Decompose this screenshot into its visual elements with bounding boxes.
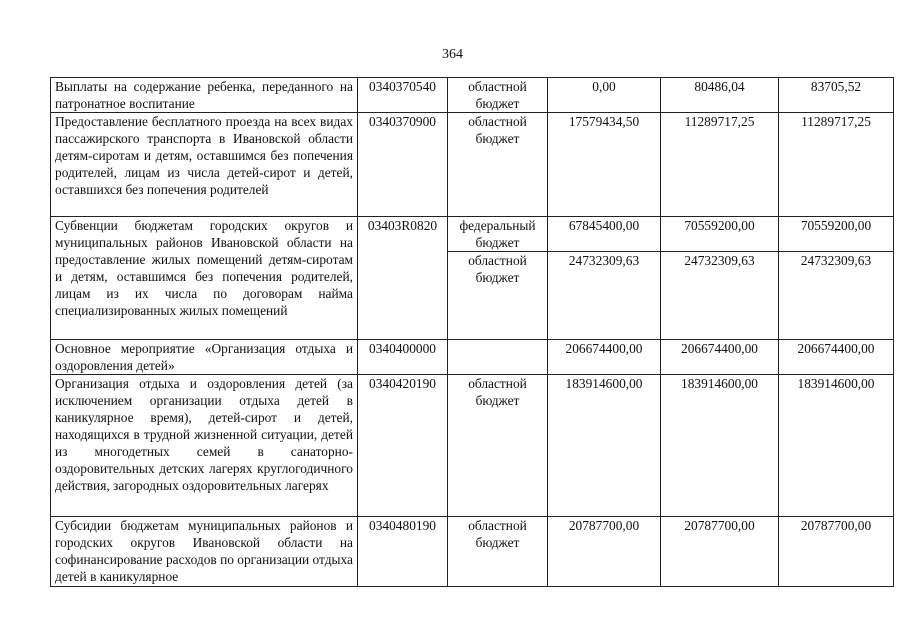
funding-source: областной бюджет — [448, 113, 548, 217]
amount-2: 70559200,00 — [661, 217, 779, 252]
table-row — [51, 517, 894, 587]
table-row — [51, 217, 894, 252]
row-description: Основное мероприятие «Организация отдыха и оздоровления детей» — [51, 340, 358, 375]
row-code: 0340370900 — [358, 113, 448, 217]
table-row — [51, 340, 894, 375]
funding-source — [448, 340, 548, 375]
row-description: Субсидии бюджетам муниципальных районов и городских округов Ивановской области на софинансирование расходов по организации отдыха детей в каникулярное — [51, 517, 358, 587]
amount-1: 183914600,00 — [548, 375, 661, 517]
amount-2: 183914600,00 — [661, 375, 779, 517]
amount-2: 206674400,00 — [661, 340, 779, 375]
amount-1: 24732309,63 — [548, 252, 661, 340]
funding-source: областной бюджет — [448, 517, 548, 587]
table-row — [51, 113, 894, 217]
table-row — [51, 78, 894, 113]
amount-1: 17579434,50 — [548, 113, 661, 217]
row-description: Выплаты на содержание ребенка, переданного на патронатное воспитание — [51, 78, 358, 113]
row-code: 0340370540 — [358, 78, 448, 113]
amount-1: 20787700,00 — [548, 517, 661, 587]
funding-source: федеральный бюджет — [448, 217, 548, 252]
row-code: 03403R0820 — [358, 217, 448, 340]
amount-3: 183914600,00 — [779, 375, 894, 517]
amount-3: 11289717,25 — [779, 113, 894, 217]
amount-1: 206674400,00 — [548, 340, 661, 375]
amount-1: 67845400,00 — [548, 217, 661, 252]
amount-3: 20787700,00 — [779, 517, 894, 587]
row-description: Предоставление бесплатного проезда на всех видах пассажирского транспорта в Ивановской области детям-сиротам и детям, оставшимся без попечения родителей, лицам из числа детей-сирот и детей, оставшихся без попечения родителей — [51, 113, 358, 217]
amount-2: 20787700,00 — [661, 517, 779, 587]
amount-3: 83705,52 — [779, 78, 894, 113]
amount-1: 0,00 — [548, 78, 661, 113]
row-description: Организация отдыха и оздоровления детей (за исключением организации отдыха детей в каникулярное время), детей-сирот и детей, находящихся в трудной жизненной ситуации, детей из многодетных семей в санаторно-оздоровительных детских лагерях круглогодичного действия, загородных оздоровительных лагерях — [51, 375, 358, 517]
funding-source: областной бюджет — [448, 375, 548, 517]
amount-2: 80486,04 — [661, 78, 779, 113]
funding-source: областной бюджет — [448, 78, 548, 113]
amount-3: 206674400,00 — [779, 340, 894, 375]
row-code: 0340400000 — [358, 340, 448, 375]
amount-2: 11289717,25 — [661, 113, 779, 217]
amount-2: 24732309,63 — [661, 252, 779, 340]
budget-table — [50, 77, 894, 587]
row-code: 0340480190 — [358, 517, 448, 587]
row-code: 0340420190 — [358, 375, 448, 517]
amount-3: 24732309,63 — [779, 252, 894, 340]
amount-3: 70559200,00 — [779, 217, 894, 252]
funding-source: областной бюджет — [448, 252, 548, 340]
table-row — [51, 375, 894, 517]
page-number: 364 — [442, 47, 463, 62]
row-description: Субвенции бюджетам городских округов и муниципальных районов Ивановской области на предоставление жилых помещений детям-сиротам и детям, оставшимся без попечения родителей, лицам из их числа по договорам найма специализированных жилых помещений — [51, 217, 358, 340]
